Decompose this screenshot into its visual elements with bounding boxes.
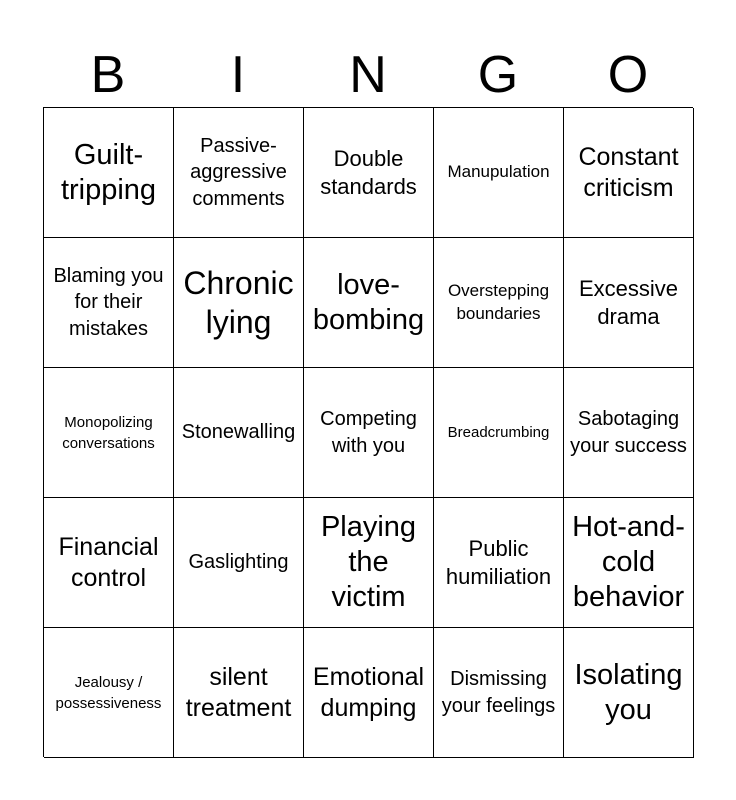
bingo-cell[interactable] — [174, 628, 304, 758]
bingo-cell[interactable] — [564, 628, 694, 758]
bingo-cell[interactable] — [434, 498, 564, 628]
cell-label: Constant criticism — [578, 143, 679, 202]
bingo-cell[interactable] — [434, 368, 564, 498]
bingo-cell[interactable] — [304, 498, 434, 628]
header-letter-g: G — [477, 46, 519, 104]
bingo-cell[interactable] — [304, 628, 434, 758]
cell-label: Public humiliation — [445, 536, 552, 589]
cell-label: Passive-aggressive comments — [190, 134, 287, 210]
cell-label: love-bombing — [312, 268, 425, 336]
header-letter-i: I — [230, 46, 246, 104]
bingo-cell[interactable] — [174, 498, 304, 628]
header-letter-o: O — [607, 46, 649, 104]
cell-label: Breadcrumbing — [447, 424, 550, 441]
bingo-cell[interactable] — [434, 108, 564, 238]
bingo-cell[interactable] — [564, 108, 694, 238]
cell-label: silent treatment — [185, 663, 292, 722]
cell-label: Hot-and-cold behavior — [572, 511, 685, 613]
cell-label: Excessive drama — [578, 276, 679, 329]
cell-label: Chronic lying — [183, 265, 294, 340]
cell-label: Stonewalling — [181, 421, 296, 444]
cell-label: Emotional dumping — [312, 663, 425, 722]
cell-label: Double standards — [320, 146, 417, 199]
cell-label: Financial control — [58, 533, 159, 592]
cell-label: Blaming you for their mistakes — [53, 264, 164, 340]
cell-label: Monopolizing conversations — [62, 413, 155, 452]
header-letter-b: B — [90, 46, 126, 104]
bingo-cell[interactable] — [44, 368, 174, 498]
bingo-cell[interactable] — [304, 108, 434, 238]
bingo-cell[interactable] — [174, 368, 304, 498]
cell-label: Isolating you — [574, 658, 683, 726]
cell-label: Dismissing your feelings — [441, 668, 556, 717]
bingo-cell[interactable] — [44, 108, 174, 238]
bingo-cell[interactable] — [564, 368, 694, 498]
bingo-cell[interactable] — [564, 498, 694, 628]
cell-label: Manupulation — [447, 162, 550, 182]
cell-label: Sabotaging your success — [570, 408, 687, 457]
bingo-cell[interactable] — [44, 498, 174, 628]
bingo-cell[interactable] — [174, 238, 304, 368]
header-letter-n: N — [349, 46, 387, 104]
bingo-cell[interactable] — [44, 628, 174, 758]
bingo-header — [43, 44, 693, 106]
cell-label: Overstepping boundaries — [447, 280, 550, 323]
cell-label: Jealousy / possessiveness — [55, 673, 162, 712]
bingo-cell[interactable] — [304, 238, 434, 368]
bingo-cell[interactable] — [304, 368, 434, 498]
cell-label: Guilt-tripping — [60, 138, 157, 206]
bingo-cell[interactable] — [434, 628, 564, 758]
cell-label: Competing with you — [320, 408, 417, 457]
bingo-board — [43, 107, 693, 757]
bingo-cell[interactable] — [434, 238, 564, 368]
bingo-cell[interactable] — [564, 238, 694, 368]
bingo-cell[interactable] — [174, 108, 304, 238]
cell-label: Gaslighting — [188, 551, 289, 574]
bingo-cell[interactable] — [44, 238, 174, 368]
cell-label: Playing the victim — [320, 511, 417, 613]
